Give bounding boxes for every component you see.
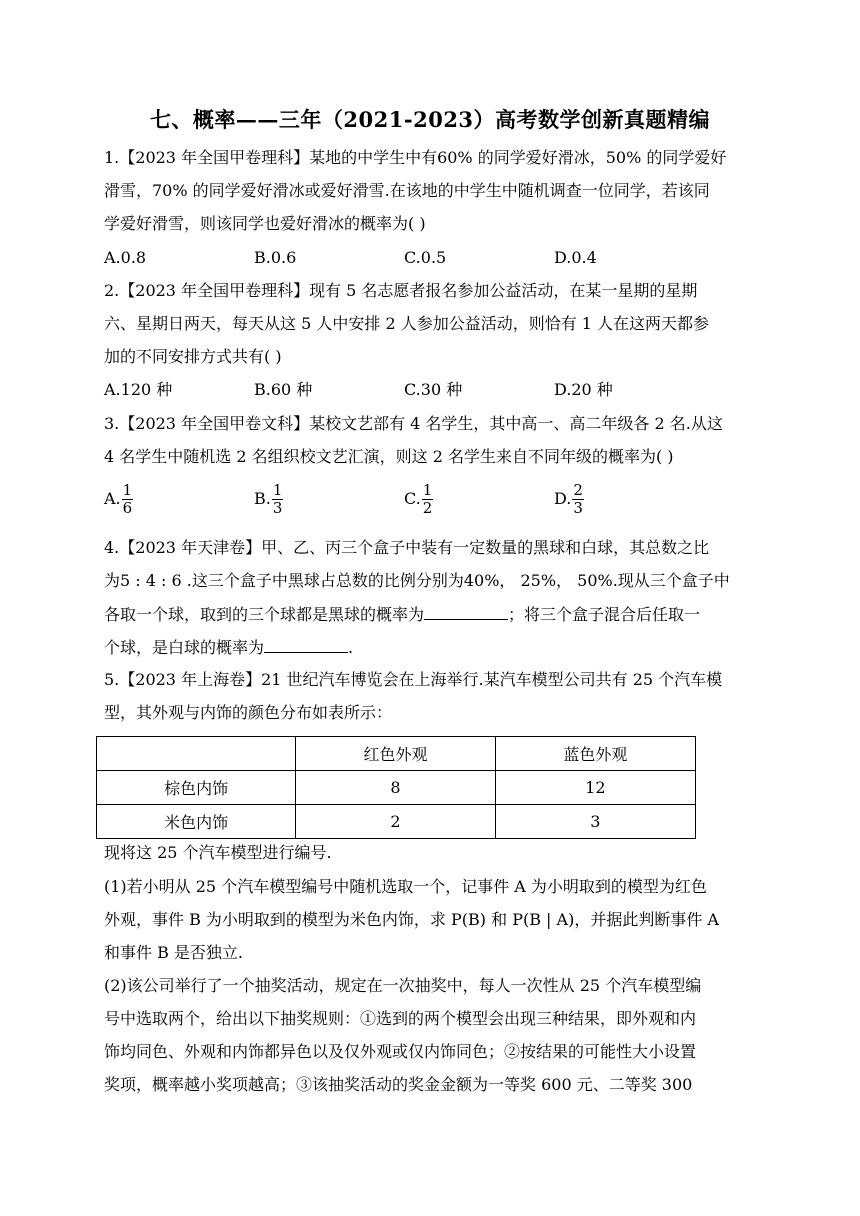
fraction (422, 482, 434, 517)
q1-option-c: C.0.5 (404, 248, 447, 267)
q2-option-c: C.30 种 (404, 380, 463, 399)
table-cell: 3 (495, 805, 695, 839)
q4-line-2: 为5 : 4 : 6 .这三个盒子中黑球占总数的比例分别为40%， 25%， 50%.现从三个盒子中 (104, 571, 730, 590)
fraction (572, 482, 584, 517)
table-header-row (97, 737, 696, 771)
table-cell: 棕色内饰 (97, 771, 296, 805)
q2-option-a: A.120 种 (104, 380, 173, 399)
q3-option-a (104, 482, 133, 517)
q1-line-3: 学爱好滑雪，则该同学也爱好滑冰的概率为( ) (104, 214, 426, 233)
table-header-cell (97, 737, 296, 771)
q4-line-3-text-a: 各取一个球，取到的三个球都是黑球的概率为 (104, 605, 425, 624)
q2-option-b: B.60 种 (254, 380, 313, 399)
q5-part1-line-2: 外观，事件 B 为小明取到的模型为米色内饰，求 P(B) 和 P(B | A)，并据此判断事件 A (104, 910, 719, 929)
q5-line-2: 型，其外观与内饰的颜色分布如表所示： (104, 703, 393, 722)
answer-blank-1 (424, 603, 508, 620)
fraction (272, 482, 284, 517)
q5-part2-line-2: 号中选取两个，给出以下抽奖规则：①选到的两个模型会出现三种结果，即外观和内 (104, 1009, 697, 1028)
table-cell: 12 (495, 771, 695, 805)
q2-line-1: 2.【2023 年全国甲卷理科】现有 5 名志愿者报名参加公益活动，在某一星期的星期 (104, 281, 698, 300)
q4-line-4 (104, 636, 353, 659)
q1-option-d: D.0.4 (554, 248, 597, 267)
q5-part1-line-1: (1)若小明从 25 个汽车模型编号中随机选取一个，记事件 A 为小明取到的模型为红色 (104, 877, 707, 896)
fraction-numerator: 2 (573, 481, 583, 499)
q5-after-table: 现将这 25 个汽车模型进行编号. (104, 843, 332, 862)
table-row (97, 805, 696, 839)
table-cell: 8 (296, 771, 495, 805)
fraction-denominator: 2 (422, 499, 433, 517)
fraction-numerator: 1 (272, 481, 283, 499)
q4-line-3 (104, 603, 700, 626)
fraction-denominator: 6 (122, 499, 133, 517)
q2-line-2: 六、星期日两天，每天从这 5 人中安排 2 人参加公益活动，则恰有 1 人在这两天都参 (104, 314, 710, 333)
table-cell: 2 (296, 805, 495, 839)
fraction-denominator: 3 (272, 499, 283, 517)
table-header-cell: 红色外观 (296, 737, 495, 771)
fraction (122, 482, 134, 517)
q1-line-1: 1.【2023 年全国甲卷理科】某地的中学生中有60% 的同学爱好滑冰，50% 的同学爱好 (104, 148, 727, 167)
q3-line-1: 3.【2023 年全国甲卷文科】某校文艺部有 4 名学生，其中高一、高二年级各 2 名.从这 (104, 414, 723, 433)
table-row (97, 771, 696, 805)
q5-line-1: 5.【2023 年上海卷】21 世纪汽车博览会在上海举行.某汽车模型公司共有 25 个汽车模 (104, 670, 723, 689)
page-title: 七、概率——三年（2021-2023）高考数学创新真题精编 (149, 107, 711, 132)
q2-line-3: 加的不同安排方式共有( ) (104, 347, 282, 366)
fraction-numerator: 1 (422, 481, 433, 499)
q4-line-1: 4.【2023 年天津卷】甲、乙、丙三个盒子中装有一定数量的黑球和白球，其总数之比 (104, 538, 710, 557)
q3-option-d (554, 482, 584, 517)
answer-blank-2 (264, 636, 348, 653)
q5-part2-line-1: (2)该公司举行了一个抽奖活动，规定在一次抽奖中，每人一次性从 25 个汽车模型编 (104, 976, 702, 995)
q3-option-b-letter: B. (254, 489, 271, 508)
color-distribution-table (96, 736, 696, 839)
q3-line-2: 4 名学生中随机选 2 名组织校文艺汇演，则这 2 名学生来自不同年级的概率为( ) (104, 447, 674, 466)
q3-option-a-letter: A. (104, 489, 121, 508)
table-header-cell: 蓝色外观 (495, 737, 695, 771)
q5-part2-line-3: 饰均同色、外观和内饰都异色以及仅外观或仅内饰同色；②按结果的可能性大小设置 (104, 1042, 697, 1061)
q1-option-a: A.0.8 (104, 248, 147, 267)
q3-option-c (404, 482, 433, 517)
q3-option-d-letter: D. (554, 489, 572, 508)
q4-line-4-text-a: 个球，是白球的概率为 (104, 638, 265, 657)
q5-part2-line-4: 奖项，概率越小奖项越高；③该抽奖活动的奖金金额为一等奖 600 元、二等奖 300 (104, 1075, 693, 1094)
q1-option-b: B.0.6 (254, 248, 297, 267)
q4-line-4-text-b: . (348, 638, 354, 657)
q1-line-2: 滑雪，70% 的同学爱好滑冰或爱好滑雪.在该地的中学生中随机调查一位同学，若该同 (104, 181, 710, 200)
q3-option-b (254, 482, 283, 517)
table-cell: 米色内饰 (97, 805, 296, 839)
fraction-numerator: 1 (122, 481, 133, 499)
q4-line-3-text-b: ；将三个盒子混合后任取一 (508, 605, 701, 624)
q5-part1-line-3: 和事件 B 是否独立. (104, 943, 244, 962)
q2-option-d: D.20 种 (554, 380, 613, 399)
q3-option-c-letter: C. (404, 489, 421, 508)
fraction-denominator: 3 (573, 499, 583, 517)
